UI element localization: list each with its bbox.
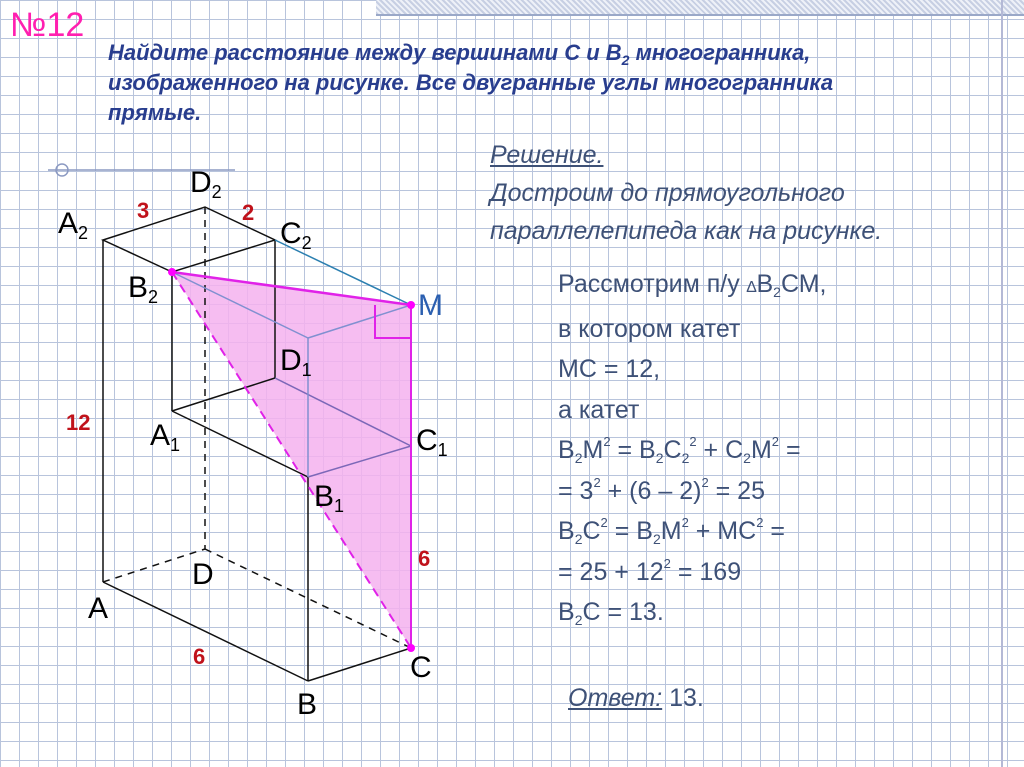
problem-number: №12 — [10, 6, 85, 44]
task-line-2: изображенного на рисунке. Все двугранные углы многогранника — [108, 70, 834, 95]
vertex-label-d1: $D_1$ — [280, 344, 312, 380]
solution-line-1: Достроим до прямоугольного — [490, 179, 845, 207]
vertex-label-c2: $C_2$ — [280, 217, 312, 253]
vertex-label-b2: $B_2$ — [128, 271, 159, 307]
calc-line-6: = $3^2 + (6 - 2)^2 = 25$ — [558, 474, 765, 505]
solution-line-2: параллелепипеда как на рисунке. — [490, 217, 883, 245]
answer-value: 13. — [662, 684, 704, 712]
solution-title: Решение. — [490, 141, 604, 169]
vertex-label-b: B — [297, 688, 318, 721]
dim-c1c: 6 — [418, 546, 431, 571]
dim-ab: 6 — [193, 644, 206, 669]
calc-line-3: МС = 12, — [558, 355, 661, 383]
vertex-label-b1: $B_1$ — [314, 480, 345, 516]
calc-line-8: = $25 + 12^2 = 169$ — [558, 555, 742, 586]
calc-line-4: а катет — [558, 395, 640, 424]
vertex-label-a: A — [88, 592, 109, 625]
vertex-label-d2: $D_2$ — [190, 166, 222, 202]
calc-line-2: в котором катет — [558, 314, 741, 343]
answer-label: Ответ: — [568, 684, 663, 712]
task-line-1: Найдите расстояние между вершинами С и $В_2$ многогранника, — [108, 40, 811, 68]
task-line-3: прямые. — [108, 100, 202, 125]
dim-a2d2: 3 — [137, 198, 150, 223]
calc-line-1: Рассмотрим п/у $\Delta В_2СМ$, — [558, 270, 827, 300]
point-m — [407, 301, 415, 309]
calc-line-5: $В_2М^2 = В_2С_2^2 + С_2М^2$ = — [558, 434, 801, 466]
dim-height: 12 — [66, 410, 91, 435]
calc-line-7: $В_2С^2 = В_2М^2 + МС^2$ = — [558, 515, 785, 547]
vertex-label-a1: $A_1$ — [150, 419, 181, 455]
vertex-label-m: M — [418, 289, 443, 322]
vertex-label-c: C — [410, 651, 432, 684]
vertex-label-d: D — [192, 558, 214, 591]
calc-line-9: $В_2С = 13$. — [558, 598, 664, 628]
vertex-label-a2: $A_2$ — [58, 207, 89, 243]
vertex-label-c1: $C_1$ — [416, 424, 448, 460]
point-b2 — [168, 268, 176, 276]
dim-d2c2: 2 — [242, 200, 255, 225]
